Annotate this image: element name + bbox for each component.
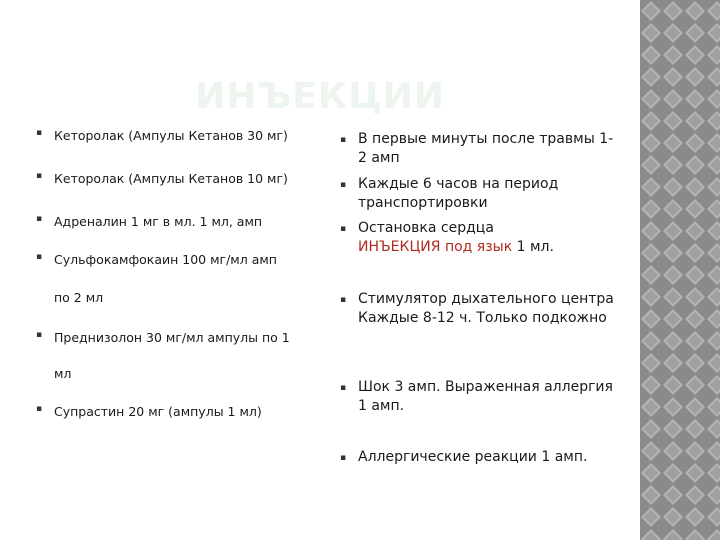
list-item	[340, 175, 620, 213]
bullet-icon: ▪	[340, 135, 347, 145]
list-item	[36, 252, 277, 267]
list-item	[340, 378, 620, 416]
list-item-text: по 2 мл	[54, 290, 104, 305]
bullet-icon: ▪	[340, 180, 347, 190]
list-item	[340, 448, 620, 467]
list-item-text: 1 мл.	[516, 239, 554, 255]
list-item-text: Кеторолак (Ампулы Кетанов 10 мг)	[54, 171, 288, 186]
list-item	[340, 219, 620, 257]
list-item	[340, 290, 620, 328]
decorative-diamond-pattern	[640, 0, 720, 540]
list-item-text: В первые минуты после травмы 1-2 амп	[358, 131, 614, 166]
bullet-icon: ▪	[36, 252, 43, 262]
list-item-text: Каждые 6 часов на период транспортировки	[358, 176, 559, 211]
bullet-icon: ▪	[36, 404, 43, 414]
list-item	[36, 128, 288, 143]
highlight-text: ИНЪЕКЦИЯ под язык	[358, 239, 513, 255]
list-item	[36, 214, 262, 229]
list-item-text: Остановка сердца	[358, 220, 494, 236]
list-item-text: мл	[54, 366, 72, 381]
list-item-text: Кеторолак (Ампулы Кетанов 30 мг)	[54, 128, 288, 143]
list-item-text: Супрастин 20 мг (ампулы 1 мл)	[54, 404, 262, 419]
slide-title: ИНЪЕКЦИИ	[195, 76, 445, 117]
list-item-text: Преднизолон 30 мг/мл ампулы по 1	[54, 330, 290, 345]
list-item-text: Сульфокамфокаин 100 мг/мл амп	[54, 252, 277, 267]
list-item-text: Стимулятор дыхательного центра Каждые 8-12 ч. Только подкожно	[358, 291, 614, 326]
bullet-icon: ▪	[36, 171, 43, 181]
diamond-pattern-graphic	[640, 0, 720, 540]
bullet-icon: ▪	[36, 128, 43, 138]
bullet-icon: ▪	[340, 453, 347, 463]
list-item	[36, 330, 290, 345]
list-item-continuation	[36, 290, 103, 305]
list-item	[36, 404, 262, 419]
bullet-icon: ▪	[36, 214, 43, 224]
list-item	[36, 171, 288, 186]
list-item-text: Адреналин 1 мг в мл. 1 мл, амп	[54, 214, 263, 229]
bullet-icon: ▪	[340, 224, 347, 234]
bullet-icon: ▪	[340, 295, 347, 305]
list-item-text: Шок 3 амп. Выраженная аллергия 1 амп.	[358, 379, 613, 414]
list-item-continuation	[36, 366, 71, 381]
bullet-icon: ▪	[340, 383, 347, 393]
bullet-icon: ▪	[36, 330, 43, 340]
list-item	[340, 130, 620, 168]
list-item-text: Аллергические реакции 1 амп.	[358, 449, 588, 465]
